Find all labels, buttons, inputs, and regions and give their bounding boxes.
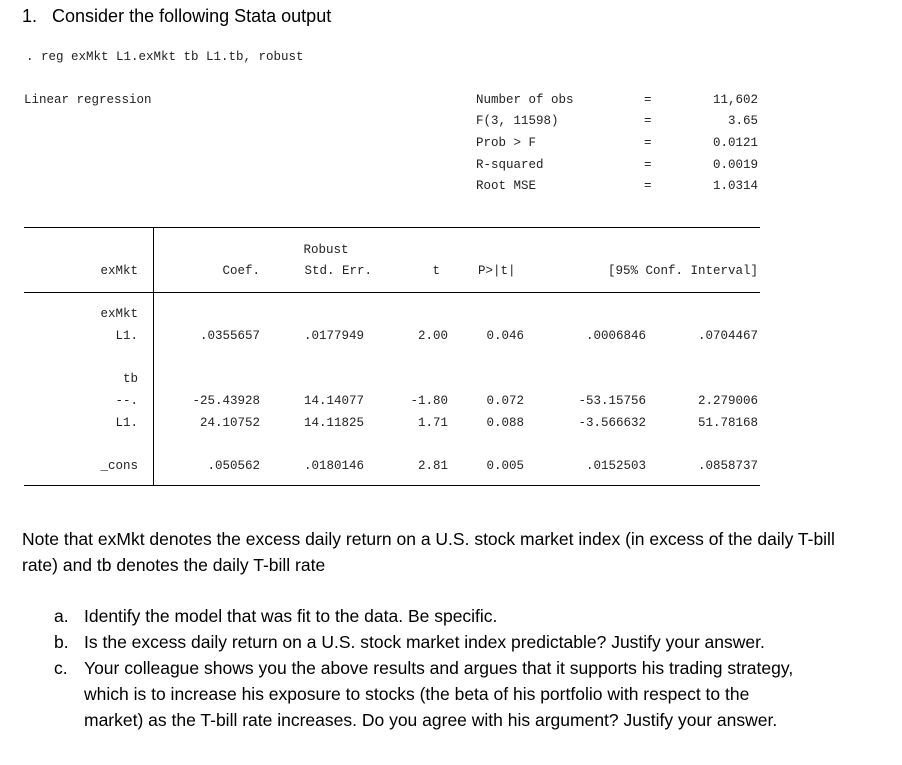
cell-se: .0177949 (303, 329, 364, 343)
regression-title: Linear regression (24, 93, 152, 107)
row-label: _cons (100, 459, 138, 473)
subquestion-text: Is the excess daily return on a U.S. stock market index predictable? Justify your answer. (84, 632, 765, 652)
cell-ci-low: -3.566632 (578, 416, 646, 430)
subquestion-item (54, 629, 854, 655)
table-divider (153, 227, 154, 486)
cell-ci-low: .0006846 (585, 329, 646, 343)
question-heading (22, 6, 331, 27)
stat-label: F(3, 11598) (476, 114, 559, 128)
cell-ci-low: .0152503 (585, 459, 646, 473)
cell-coef: 24.10752 (199, 416, 260, 430)
cell-se: 14.14077 (303, 394, 364, 408)
depvar-label: exMkt (100, 264, 138, 278)
note-paragraph: Note that exMkt denotes the excess daily return on a U.S. stock market index (in excess of the daily T-bill rate) and tb denotes the daily T-bill rate (22, 529, 835, 575)
stat-value: 1.0314 (712, 179, 758, 193)
col-robust: Robust (303, 243, 349, 257)
col-t: t (432, 264, 440, 278)
cell-p: 0.005 (486, 459, 524, 473)
table-bottom-rule (24, 485, 760, 486)
stat-value: 3.65 (727, 114, 758, 128)
cell-t: 2.81 (417, 459, 448, 473)
stat-value: 0.0121 (712, 136, 758, 150)
stat-label: Number of obs (476, 93, 574, 107)
cell-ci-high: .0704467 (697, 329, 758, 343)
cell-coef: -25.43928 (192, 394, 260, 408)
cell-ci-high: 2.279006 (697, 394, 758, 408)
col-p: P>|t| (478, 264, 516, 278)
cell-p: 0.072 (486, 394, 524, 408)
row-label: L1. (115, 329, 138, 343)
subquestion-text: Your colleague shows you the above results and argues that it supports his trading strategy, which is to increase his exposure to stocks (the beta of his portfolio with respect to the market) as the T-bill rate increases. Do you agree with his argument? Justify your answer. (84, 658, 794, 730)
cell-t: 1.71 (417, 416, 448, 430)
stat-equals: = (644, 136, 652, 150)
table-header-rule (24, 292, 760, 293)
cell-t: -1.80 (410, 394, 448, 408)
stat-value: 11,602 (712, 93, 758, 107)
table-top-rule (24, 227, 760, 228)
col-coef: Coef. (222, 264, 260, 278)
row-label: L1. (115, 416, 138, 430)
subquestion-text: Identify the model that was fit to the data. Be specific. (84, 606, 498, 626)
stat-equals: = (644, 179, 652, 193)
stat-equals: = (644, 114, 652, 128)
row-label: --. (115, 394, 138, 408)
cell-p: 0.046 (486, 329, 524, 343)
col-stderr: Std. Err. (304, 264, 372, 278)
stat-value: 0.0019 (712, 158, 758, 172)
stata-command: . reg exMkt L1.exMkt tb L1.tb, robust (26, 50, 304, 64)
col-ci: [95% Conf. Interval] (607, 264, 758, 278)
subquestion-marker: a. (54, 606, 69, 626)
cell-coef: .0355657 (199, 329, 260, 343)
subquestion-list (54, 603, 854, 733)
subquestion-item (54, 603, 854, 629)
question-title: Consider the following Stata output (52, 6, 332, 26)
cell-ci-high: .0858737 (697, 459, 758, 473)
cell-t: 2.00 (417, 329, 448, 343)
cell-se: 14.11825 (303, 416, 364, 430)
stat-equals: = (644, 158, 652, 172)
group-label: exMkt (100, 307, 138, 321)
cell-coef: .050562 (207, 459, 260, 473)
stat-label: Root MSE (476, 179, 537, 193)
stat-equals: = (644, 93, 652, 107)
cell-p: 0.088 (486, 416, 524, 430)
stat-label: Prob > F (476, 136, 537, 150)
subquestion-marker: b. (54, 632, 69, 652)
group-label: tb (122, 372, 138, 386)
subquestion-marker: c. (54, 658, 68, 678)
cell-ci-low: -53.15756 (578, 394, 646, 408)
subquestion-item (54, 655, 854, 733)
cell-ci-high: 51.78168 (697, 416, 758, 430)
stat-label: R-squared (476, 158, 544, 172)
cell-se: .0180146 (303, 459, 364, 473)
question-number: 1. (22, 6, 38, 26)
